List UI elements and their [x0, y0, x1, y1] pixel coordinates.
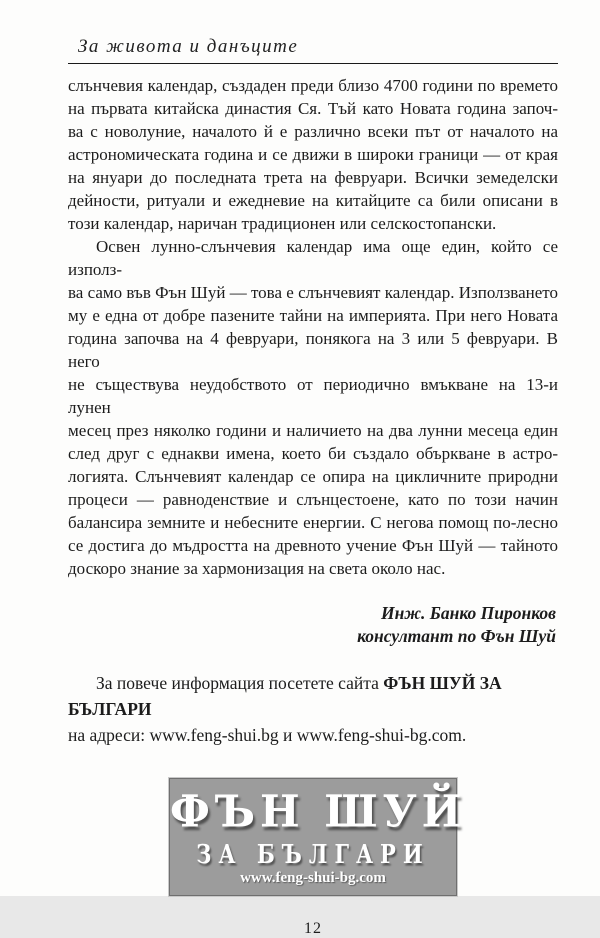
text-line: доскоро знание за хармонизация на света около нас.: [68, 559, 446, 578]
info-prefix-text: За повече информация посетете сайта: [96, 673, 384, 693]
text-line: ва с новолуние, началото й е различно всеки път от началото на: [68, 122, 558, 141]
text-line: му е една от добре пазените тайни на империята. При него Новата: [68, 306, 558, 325]
text-line: логията. Слънчевият календар се опира на цикличните природни: [68, 467, 558, 486]
paragraph-feng-shui-calendar: [68, 235, 558, 580]
banner-subtitle-text: ЗА БЪЛГАРИ: [196, 837, 430, 869]
text-line: на януари до последната трета на февруари. Всички земеделски: [68, 168, 558, 187]
paragraph-solar-calendar-continued: [68, 74, 558, 235]
page-number: 12: [304, 920, 322, 937]
text-line: не съществува неудобството от периодично вмъкване на 13-и лунен: [68, 375, 558, 417]
feng-shui-logo-banner: [169, 778, 467, 896]
body-text: [68, 74, 558, 580]
page-content: [68, 36, 558, 938]
info-line-2-addresses: на адреси: www.feng-shui.bg и www.feng-shui-bg.com.: [68, 725, 467, 745]
banner-url-text: www.feng-shui-bg.com: [240, 870, 386, 886]
banner-title-text: ФЪН ШУЙ: [170, 785, 467, 838]
header-rule: [68, 63, 558, 64]
text-line: балансира земните и небесните енергии. С негова помощ по-лесно: [68, 513, 558, 532]
text-line: месец през няколко години и наличието на два лунни месеца един: [68, 421, 558, 440]
signature-author-role: консултант по Фън Шуй: [357, 626, 556, 646]
text-line: ва само във Фън Шуй — това е слънчевият календар. Използването: [68, 283, 558, 302]
signature-block: [68, 602, 558, 648]
text-line: процеси — равноденствие и слънцестоене, като по този начин: [68, 490, 558, 509]
text-line: астрономическата година и се движи в широки граници — от края: [68, 145, 558, 164]
text-line: се достига до мъдростта на древното учение Фън Шуй — тайното: [68, 536, 558, 555]
info-paragraph: [68, 670, 558, 748]
text-line: дейности, ритуали и ежедневие на китайците са били описани в: [68, 191, 558, 210]
text-line: този календар, наричан традиционен или селскостопански.: [68, 214, 497, 233]
text-line: Освен лунно-слънчевия календар има още един, който се използ-: [68, 237, 558, 279]
info-line-1: [68, 670, 558, 722]
text-line: година започва на 4 февруари, понякога на 3 или 5 февруари. В него: [68, 329, 558, 371]
running-header: [68, 36, 558, 58]
signature-author-name: Инж. Банко Пиронков: [381, 603, 556, 623]
text-line: след друг с еднакви имена, което би създало объркване в астро-: [68, 444, 558, 463]
text-line: слънчевия календар, създаден преди близо 4700 години по времето: [68, 76, 558, 95]
text-line: на първата китайска династия Ся. Тъй като Новата година започ-: [68, 99, 558, 118]
running-header-title: За живота и данъците: [78, 36, 299, 57]
info-site-name: ФЪН ШУЙ ЗА БЪЛГАРИ: [68, 673, 502, 719]
